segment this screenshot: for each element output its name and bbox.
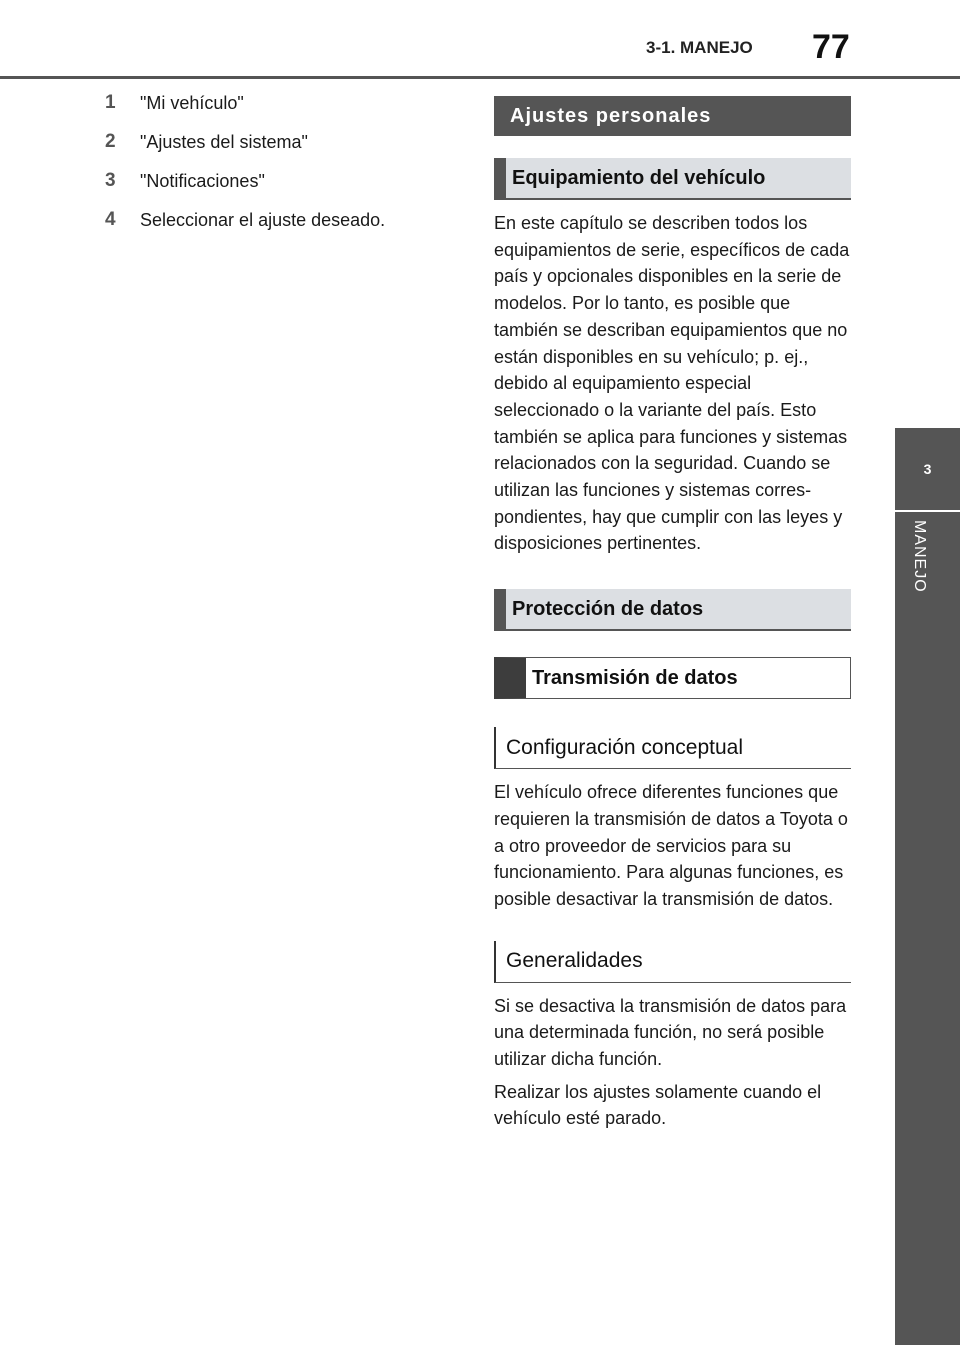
chapter-sidebar [895, 512, 960, 1345]
page-number: 77 [812, 28, 850, 66]
general-text-2: Realizar los ajustes solamente cuando el vehículo esté parado. [494, 1081, 822, 1129]
step-number: 3 [105, 170, 116, 191]
chapter-number: 3 [923, 461, 932, 477]
step-text: Seleccionar el ajuste deseado. [140, 210, 386, 230]
heading-data-protection: Protección de datos [494, 589, 851, 631]
step-number: 2 [105, 131, 116, 152]
chapter-label: MANEJO [911, 520, 928, 593]
section-title: 3-1. MANEJO [646, 38, 753, 57]
header-divider [0, 76, 960, 79]
step-item [105, 129, 385, 168]
step-text: "Mi vehículo" [140, 93, 244, 113]
right-column [494, 96, 851, 1132]
vehicle-equipment-text: En este capítulo se describen todos los equipamientos de serie, específicos de cada país y opcionales disponibles en la serie de modelos. Por lo tanto, es posible que también se describan equipamientos que no están disponibles en su vehículo; p. ej., debido al equipamiento especial seleccionado o la variante del país. Esto también se aplica para funciones y sistemas relacionados con la seguridad. Cuando se utilizan las funciones y sistemas correspondientes, hay que cumplir con las leyes y disposiciones pertinentes. [494, 213, 850, 554]
step-number: 4 [105, 209, 116, 230]
step-number: 1 [105, 92, 116, 113]
heading-conceptual-config: Configuración conceptual [494, 727, 851, 769]
heading-general: Generalidades [494, 941, 851, 983]
general-text-1: Si se desactiva la transmisión de datos para una determinada función, no será posible utilizar dicha función. [494, 995, 847, 1070]
heading-vehicle-equipment: Equipamiento del vehículo [494, 158, 851, 200]
step-item [105, 90, 385, 129]
step-text: "Ajustes del sistema" [140, 132, 308, 152]
step-text: "Notificaciones" [140, 171, 265, 191]
heading-data-transmission: Transmisión de datos [494, 657, 851, 699]
step-list [105, 90, 385, 246]
conceptual-config-text: El vehículo ofrece diferentes funciones que requieren la transmisión de datos a Toyota o a otro proveedor de servicios para su funcionamiento. Para algunas funciones, es posible desactivar la transmisión de datos. [494, 782, 848, 909]
step-item [105, 168, 385, 207]
chapter-tab[interactable] [895, 428, 960, 510]
step-item [105, 207, 385, 246]
heading-personal-settings: Ajustes personales [494, 96, 851, 136]
